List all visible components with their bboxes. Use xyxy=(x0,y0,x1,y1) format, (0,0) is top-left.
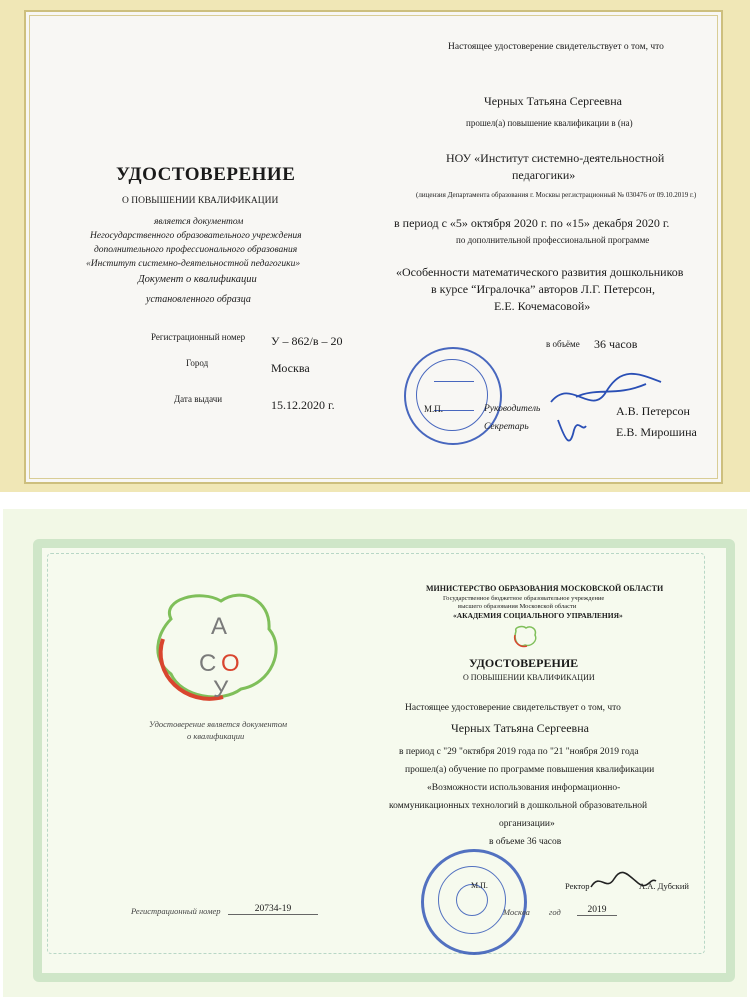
cert2-volume: в объеме 36 часов xyxy=(489,837,562,847)
cert1-org-1: НОУ «Институт системно-деятельностной xyxy=(446,151,665,165)
cert2-subtitle: О ПОВЫШЕНИИ КВАЛИФИКАЦИИ xyxy=(463,673,595,682)
cert2-ministry: МИНИСТЕРСТВО ОБРАЗОВАНИЯ МОСКОВСКОЙ ОБЛАСТИ xyxy=(426,584,664,593)
logo-letter-s: С xyxy=(199,650,217,677)
asou-logo-icon xyxy=(141,579,291,709)
cert1-head-name: А.В. Петерсон xyxy=(616,404,690,418)
cert1-line-1: является документом xyxy=(154,217,244,227)
cert2-inst-2: высшего образования Московской области xyxy=(458,603,577,610)
cert2-passed: прошел(а) обучение по программе повышения квалификации xyxy=(405,765,655,775)
cert2-program-3: организации» xyxy=(499,819,555,829)
signature-secretary-icon xyxy=(552,412,592,452)
cert1-date-label: Дата выдачи xyxy=(174,394,223,404)
certificate-2-page xyxy=(3,509,747,997)
cert2-period: в период с "29 "октября 2019 года по "21 "ноября 2019 года xyxy=(399,747,639,757)
cert2-city: Москва xyxy=(503,907,530,917)
cert2-inst-1: Государственное бюджетное образовательное учреждение xyxy=(443,595,605,602)
cert2-left-note-1: Удостоверение является документом xyxy=(149,719,288,729)
logo-letter-o: О xyxy=(221,650,240,677)
cert2-mp: М.П. xyxy=(471,881,488,890)
cert2-left-note-2: о квалификации xyxy=(187,731,245,741)
cert1-date-value: 15.12.2020 г. xyxy=(271,398,335,412)
cert1-program-2: в курсе “Игралочка” авторов Л.Г. Петерсон, xyxy=(431,282,655,296)
cert2-reg-label: Регистрационный номер xyxy=(131,906,221,916)
cert2-reg-value: 20734-19 xyxy=(228,904,318,915)
cert1-program-3: Е.Е. Кочемасовой» xyxy=(494,299,591,313)
cert1-doc-label: Документ о квалификации xyxy=(138,274,257,285)
cert1-program-1: «Особенности математического развития дошкольников xyxy=(396,265,684,279)
cert1-title: УДОСТОВЕРЕНИЕ xyxy=(116,164,296,185)
cert1-period: в период с «5» октября 2020 г. по «15» декабря 2020 г. xyxy=(394,216,670,230)
cert1-volume-value: 36 часов xyxy=(594,337,638,351)
cert1-reg-value: У – 862/в – 20 xyxy=(271,334,343,348)
cert1-intro: Настоящее удостоверение свидетельствует о том, что xyxy=(448,42,664,52)
cert1-line-4: «Институт системно-деятельностной педагогики» xyxy=(86,259,301,269)
cert1-mp: М.П. xyxy=(424,404,444,414)
cert1-secretary-name: Е.В. Мирошина xyxy=(616,425,697,439)
cert1-city-label: Город xyxy=(186,358,209,368)
cert2-program-2: коммуникационных технологий в дошкольной образовательной xyxy=(389,801,648,811)
cert2-program-1: «Возможности использования информационно- xyxy=(427,783,621,793)
cert1-head-label: Руководитель xyxy=(484,404,541,414)
cert1-reg-label: Регистрационный номер xyxy=(151,332,246,342)
certificate-1 xyxy=(0,0,750,492)
logo-letter-u: У xyxy=(213,676,229,703)
cert1-secretary-label: Секретарь xyxy=(484,422,529,432)
cert1-doc-sub: установленного образца xyxy=(146,294,251,305)
cert2-name: Черных Татьяна Сергеевна xyxy=(451,721,589,735)
cert1-name: Черных Татьяна Сергеевна xyxy=(484,94,622,108)
cert2-title: УДОСТОВЕРЕНИЕ xyxy=(469,656,579,670)
cert2-rector-name: А.А. Дубский xyxy=(639,881,689,891)
logo-letter-a: А xyxy=(211,613,228,640)
cert2-intro: Настоящее удостоверение свидетельствует о том, что xyxy=(405,703,621,713)
certificate-2 xyxy=(0,505,750,1000)
cert1-license: (лицензия Департамента образования г. Москвы рег.истрационный № 030476 от 09.10.2019 г.) xyxy=(416,191,697,199)
cert1-passed: прошел(а) повышение квалификации в (на) xyxy=(466,118,633,128)
cert1-line-2: Негосударственного образовательного учреждения xyxy=(90,231,302,241)
cert1-line-3: дополнительного профессионального образования xyxy=(94,245,298,255)
cert1-program-label: по дополнительной профессиональной программе xyxy=(456,235,650,245)
small-logo-icon xyxy=(511,623,539,649)
stamp-seal-icon xyxy=(421,849,527,955)
cert2-rector-label: Ректор xyxy=(565,881,590,891)
cert1-subtitle: О ПОВЫШЕНИИ КВАЛИФИКАЦИИ xyxy=(122,196,279,206)
cert2-year-label: год xyxy=(549,907,561,917)
cert2-inst-3: «АКАДЕМИЯ СОЦИАЛЬНОГО УПРАВЛЕНИЯ» xyxy=(453,611,623,620)
cert1-volume-label: в объёме xyxy=(546,339,580,349)
cert1-city-value: Москва xyxy=(271,361,310,375)
cert1-org-2: педагогики» xyxy=(512,168,576,182)
certificate-1-page xyxy=(24,10,723,484)
cert2-year-value: 2019 xyxy=(577,905,617,916)
